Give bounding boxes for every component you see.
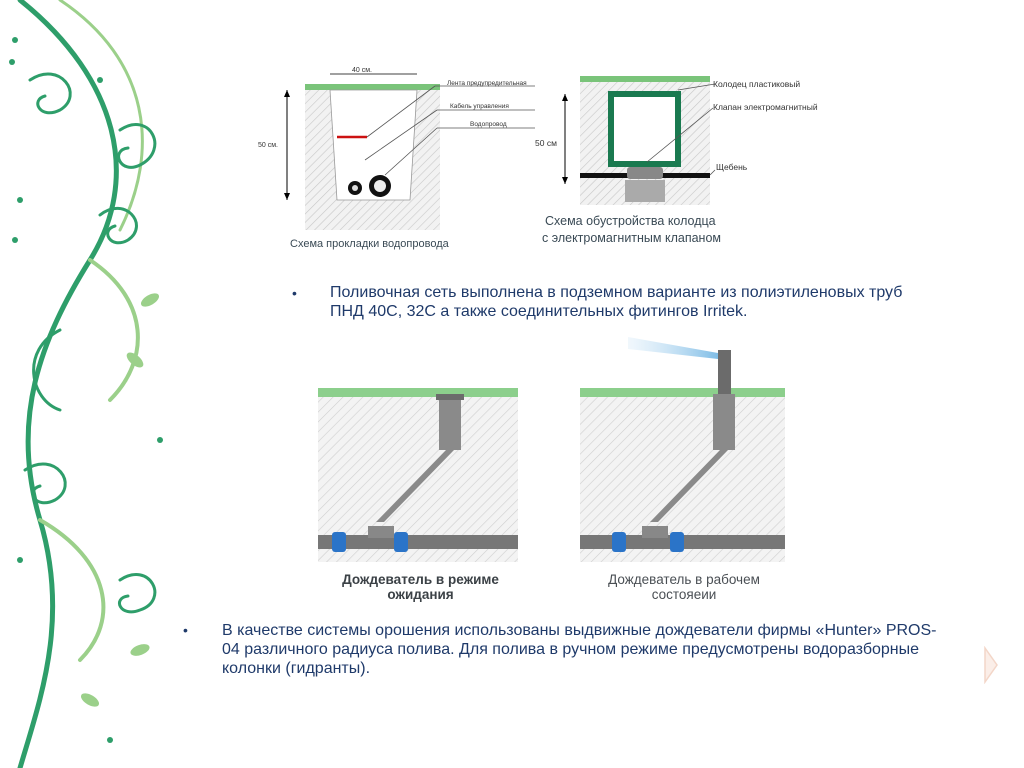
tape-label: Лента предупредительная bbox=[447, 80, 527, 87]
standby-caption-line2: ожидания bbox=[387, 587, 454, 602]
sprinkler-standby-diagram bbox=[318, 382, 518, 562]
well-caption-line1: Схема обустройства колодца bbox=[545, 214, 716, 228]
standby-caption-line1: Дождеватель в режиме bbox=[342, 572, 499, 587]
well-diagram bbox=[535, 62, 855, 212]
valve-label: Клапан электромагнитный bbox=[713, 102, 818, 112]
well-label: Колодец пластиковый bbox=[713, 79, 801, 89]
next-slide-arrow-icon[interactable] bbox=[983, 646, 999, 684]
bullet-text-1: Поливочная сеть выполнена в подземном варианте из полиэтиленовых труб ПНД 40С, 32С а также соединительных фитингов Irritek. bbox=[330, 284, 903, 320]
trench-caption: Схема прокладки водопровода bbox=[290, 238, 449, 250]
well-depth-label: 50 см bbox=[535, 138, 557, 148]
decorative-swirl-ornament bbox=[0, 0, 185, 768]
working-caption-line1: Дождеватель в рабочем bbox=[608, 572, 760, 587]
trench-diagram bbox=[255, 60, 540, 255]
bullet-marker-2: • bbox=[183, 622, 188, 638]
bullet-marker-1: • bbox=[292, 285, 297, 301]
water-pipe-label: Водопровод bbox=[470, 121, 507, 128]
bullet-text-2: В качестве системы орошения использованы выдвижные дождеватели фирмы «Hunter» PROS-04 различного радиуса полива. Для полива в ручном режиме предусмотрены водоразборные колонки (гидранты). bbox=[222, 622, 937, 677]
sprinkler-working-diagram bbox=[580, 335, 785, 565]
trench-width-label: 40 см. bbox=[352, 67, 372, 74]
cable-label: Кабель управления bbox=[450, 103, 509, 110]
well-caption-line2: с электромагнитным клапаном bbox=[542, 231, 722, 245]
working-caption-line2: состояеии bbox=[651, 587, 717, 602]
trench-depth-label: 50 см. bbox=[258, 142, 278, 149]
gravel-label: Щебень bbox=[716, 162, 748, 172]
